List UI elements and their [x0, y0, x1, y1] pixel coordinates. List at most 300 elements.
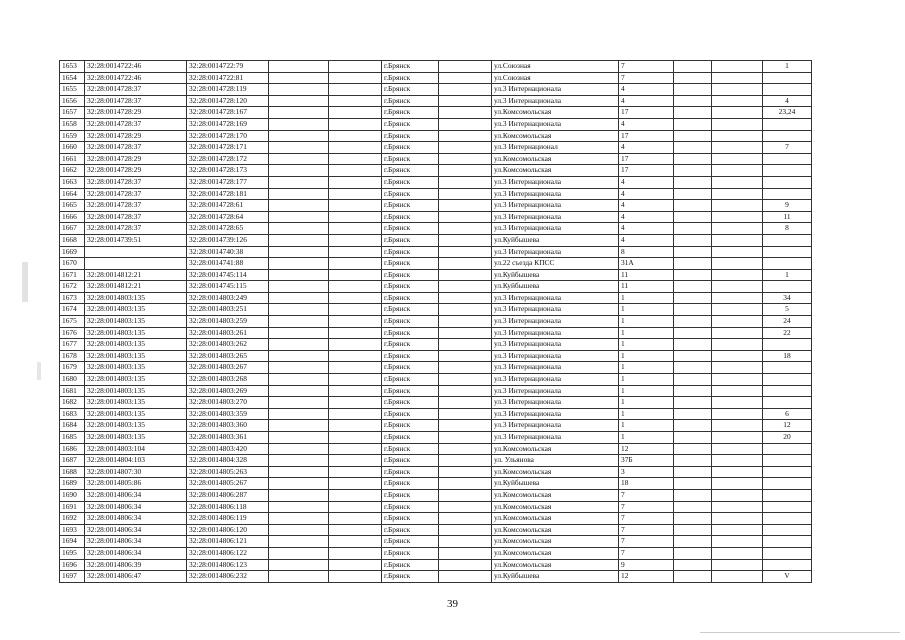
table-row	[60, 118, 812, 130]
table-row	[60, 188, 812, 200]
flat-number	[763, 130, 812, 142]
house-number: 7	[619, 547, 674, 559]
row-number: 1676	[60, 327, 85, 339]
street: ул.Комсомольская	[492, 501, 619, 513]
street: ул.Куйбышева	[492, 234, 619, 246]
empty-cell	[674, 176, 712, 188]
empty-cell	[674, 408, 712, 420]
table-row	[60, 559, 812, 571]
flat-number	[763, 455, 812, 467]
empty-cell	[439, 269, 492, 281]
row-number: 1690	[60, 489, 85, 501]
house-number: 1	[619, 292, 674, 304]
street: ул.Куйбышева	[492, 269, 619, 281]
table-row	[60, 292, 812, 304]
empty-cell	[329, 350, 382, 362]
empty-cell	[329, 501, 382, 513]
table-row	[60, 316, 812, 328]
empty-cell	[329, 513, 382, 525]
empty-cell	[269, 153, 329, 165]
empty-cell	[329, 385, 382, 397]
empty-cell	[269, 118, 329, 130]
city: г.Брянск	[382, 478, 439, 490]
house-number: 11	[619, 269, 674, 281]
empty-cell	[269, 466, 329, 478]
parent-cadastral-number: 32:28:0014803:135	[85, 292, 187, 304]
house-number: 7	[619, 501, 674, 513]
city: г.Брянск	[382, 84, 439, 96]
street: ул.3 Интернационала	[492, 84, 619, 96]
row-number: 1696	[60, 559, 85, 571]
flat-number: 34	[763, 292, 812, 304]
empty-cell	[269, 385, 329, 397]
house-number: 1	[619, 432, 674, 444]
street: ул.Комсомольская	[492, 466, 619, 478]
empty-cell	[269, 107, 329, 119]
city: г.Брянск	[382, 350, 439, 362]
empty-cell	[712, 246, 763, 258]
row-number: 1677	[60, 339, 85, 351]
parent-cadastral-number: 32:28:0014803:135	[85, 327, 187, 339]
cadastral-number: 32:28:0014728:65	[187, 223, 269, 235]
parent-cadastral-number: 32:28:0014728:37	[85, 223, 187, 235]
empty-cell	[674, 339, 712, 351]
city: г.Брянск	[382, 188, 439, 200]
empty-cell	[712, 397, 763, 409]
city: г.Брянск	[382, 385, 439, 397]
empty-cell	[439, 524, 492, 536]
row-number: 1688	[60, 466, 85, 478]
flat-number	[763, 72, 812, 84]
house-number: 1	[619, 408, 674, 420]
cadastral-number: 32:28:0014806:119	[187, 513, 269, 525]
city: г.Брянск	[382, 269, 439, 281]
table-row	[60, 489, 812, 501]
empty-cell	[674, 234, 712, 246]
row-number: 1662	[60, 165, 85, 177]
parent-cadastral-number: 32:28:0014803:135	[85, 316, 187, 328]
empty-cell	[674, 165, 712, 177]
empty-cell	[329, 339, 382, 351]
street: ул.Комсомольская	[492, 559, 619, 571]
house-number: 1	[619, 339, 674, 351]
parent-cadastral-number: 32:28:0014728:29	[85, 130, 187, 142]
empty-cell	[329, 211, 382, 223]
cadastral-number: 32:28:0014806:121	[187, 536, 269, 548]
parent-cadastral-number: 32:28:0014806:39	[85, 559, 187, 571]
table-row	[60, 350, 812, 362]
house-number: 7	[619, 72, 674, 84]
row-number: 1655	[60, 84, 85, 96]
empty-cell	[439, 350, 492, 362]
table-row	[60, 455, 812, 467]
empty-cell	[712, 84, 763, 96]
parent-cadastral-number: 32:28:0014812:21	[85, 269, 187, 281]
empty-cell	[674, 281, 712, 293]
empty-cell	[674, 188, 712, 200]
house-number: 1	[619, 385, 674, 397]
row-number: 1666	[60, 211, 85, 223]
row-number: 1675	[60, 316, 85, 328]
parent-cadastral-number: 32:28:0014728:37	[85, 118, 187, 130]
flat-number	[763, 234, 812, 246]
parent-cadastral-number: 32:28:0014728:29	[85, 165, 187, 177]
empty-cell	[329, 408, 382, 420]
flat-number: 7	[763, 142, 812, 154]
city: г.Брянск	[382, 258, 439, 270]
city: г.Брянск	[382, 176, 439, 188]
flat-number	[763, 385, 812, 397]
house-number: 1	[619, 304, 674, 316]
cadastral-number: 32:28:0014803:267	[187, 362, 269, 374]
city: г.Брянск	[382, 559, 439, 571]
empty-cell	[269, 513, 329, 525]
parent-cadastral-number: 32:28:0014803:135	[85, 408, 187, 420]
empty-cell	[439, 258, 492, 270]
flat-number	[763, 524, 812, 536]
parent-cadastral-number: 32:28:0014806:34	[85, 547, 187, 559]
parent-cadastral-number: 32:28:0014803:135	[85, 339, 187, 351]
cadastral-number: 32:28:0014803:269	[187, 385, 269, 397]
table-row	[60, 223, 812, 235]
scan-mark	[37, 362, 41, 380]
flat-number	[763, 188, 812, 200]
house-number: 1	[619, 350, 674, 362]
empty-cell	[329, 281, 382, 293]
parent-cadastral-number: 32:28:0014806:34	[85, 536, 187, 548]
street: ул.Комсомольская	[492, 107, 619, 119]
row-number: 1661	[60, 153, 85, 165]
street: ул.22 съезда КПСС	[492, 258, 619, 270]
empty-cell	[329, 455, 382, 467]
empty-cell	[674, 223, 712, 235]
parent-cadastral-number: 32:28:0014806:34	[85, 524, 187, 536]
house-number: 4	[619, 95, 674, 107]
empty-cell	[269, 374, 329, 386]
row-number: 1681	[60, 385, 85, 397]
empty-cell	[712, 165, 763, 177]
empty-cell	[674, 246, 712, 258]
flat-number	[763, 84, 812, 96]
empty-cell	[674, 547, 712, 559]
empty-cell	[439, 547, 492, 559]
empty-cell	[329, 188, 382, 200]
flat-number	[763, 362, 812, 374]
empty-cell	[439, 304, 492, 316]
street: ул.3 Интернационала	[492, 432, 619, 444]
street: ул.3 Интернационала	[492, 327, 619, 339]
house-number: 4	[619, 188, 674, 200]
empty-cell	[712, 292, 763, 304]
flat-number	[763, 374, 812, 386]
empty-cell	[674, 142, 712, 154]
empty-cell	[269, 420, 329, 432]
empty-cell	[439, 316, 492, 328]
empty-cell	[712, 339, 763, 351]
street: ул.Куйбышева	[492, 571, 619, 583]
empty-cell	[674, 61, 712, 73]
house-number: 4	[619, 118, 674, 130]
table-row	[60, 95, 812, 107]
empty-cell	[329, 95, 382, 107]
empty-cell	[269, 571, 329, 583]
empty-cell	[712, 547, 763, 559]
empty-cell	[439, 211, 492, 223]
empty-cell	[439, 200, 492, 212]
empty-cell	[439, 118, 492, 130]
empty-cell	[269, 200, 329, 212]
empty-cell	[329, 571, 382, 583]
empty-cell	[439, 443, 492, 455]
row-number: 1687	[60, 455, 85, 467]
empty-cell	[674, 571, 712, 583]
cadastral-number: 32:28:0014805:267	[187, 478, 269, 490]
flat-number: 1	[763, 269, 812, 281]
empty-cell	[674, 374, 712, 386]
empty-cell	[712, 350, 763, 362]
empty-cell	[674, 432, 712, 444]
flat-number: 9	[763, 200, 812, 212]
city: г.Брянск	[382, 443, 439, 455]
empty-cell	[712, 304, 763, 316]
flat-number: 22	[763, 327, 812, 339]
flat-number	[763, 165, 812, 177]
empty-cell	[269, 234, 329, 246]
city: г.Брянск	[382, 455, 439, 467]
empty-cell	[329, 165, 382, 177]
empty-cell	[712, 281, 763, 293]
row-number: 1691	[60, 501, 85, 513]
flat-number	[763, 536, 812, 548]
city: г.Брянск	[382, 374, 439, 386]
empty-cell	[269, 559, 329, 571]
row-number: 1667	[60, 223, 85, 235]
empty-cell	[712, 362, 763, 374]
cadastral-number: 32:28:0014803:360	[187, 420, 269, 432]
parent-cadastral-number: 32:28:0014728:29	[85, 107, 187, 119]
city: г.Брянск	[382, 95, 439, 107]
empty-cell	[269, 327, 329, 339]
row-number: 1678	[60, 350, 85, 362]
city: г.Брянск	[382, 571, 439, 583]
table-row	[60, 281, 812, 293]
empty-cell	[269, 61, 329, 73]
empty-cell	[712, 316, 763, 328]
empty-cell	[329, 223, 382, 235]
empty-cell	[329, 72, 382, 84]
empty-cell	[269, 455, 329, 467]
city: г.Брянск	[382, 513, 439, 525]
empty-cell	[329, 61, 382, 73]
empty-cell	[329, 304, 382, 316]
empty-cell	[269, 489, 329, 501]
flat-number: 24	[763, 316, 812, 328]
parent-cadastral-number: 32:28:0014728:37	[85, 142, 187, 154]
cadastral-number: 32:28:0014745:115	[187, 281, 269, 293]
empty-cell	[439, 223, 492, 235]
empty-cell	[269, 269, 329, 281]
empty-cell	[269, 443, 329, 455]
empty-cell	[439, 61, 492, 73]
house-number: 12	[619, 443, 674, 455]
empty-cell	[269, 176, 329, 188]
cadastral-number: 32:28:0014806:120	[187, 524, 269, 536]
flat-number	[763, 489, 812, 501]
street: ул.3 Интернационала	[492, 420, 619, 432]
city: г.Брянск	[382, 234, 439, 246]
house-number: 17	[619, 130, 674, 142]
table-row	[60, 513, 812, 525]
empty-cell	[712, 61, 763, 73]
table-row	[60, 153, 812, 165]
empty-cell	[439, 571, 492, 583]
empty-cell	[329, 536, 382, 548]
table-row	[60, 211, 812, 223]
empty-cell	[329, 269, 382, 281]
cadastral-number: 32:28:0014739:126	[187, 234, 269, 246]
street: ул.3 Интернационала	[492, 350, 619, 362]
parent-cadastral-number: 32:28:0014806:34	[85, 501, 187, 513]
empty-cell	[439, 165, 492, 177]
street: ул.Комсомольская	[492, 547, 619, 559]
flat-number	[763, 118, 812, 130]
empty-cell	[269, 316, 329, 328]
empty-cell	[674, 84, 712, 96]
empty-cell	[329, 84, 382, 96]
house-number: 17	[619, 107, 674, 119]
street: ул.3 Интернационала	[492, 397, 619, 409]
cadastral-number: 32:28:0014745:114	[187, 269, 269, 281]
table-row	[60, 571, 812, 583]
cadastral-number: 32:28:0014728:172	[187, 153, 269, 165]
row-number: 1670	[60, 258, 85, 270]
empty-cell	[712, 211, 763, 223]
empty-cell	[329, 107, 382, 119]
empty-cell	[674, 420, 712, 432]
city: г.Брянск	[382, 107, 439, 119]
city: г.Брянск	[382, 153, 439, 165]
city: г.Брянск	[382, 466, 439, 478]
empty-cell	[329, 443, 382, 455]
empty-cell	[269, 84, 329, 96]
flat-number: 11	[763, 211, 812, 223]
parent-cadastral-number: 32:28:0014812:21	[85, 281, 187, 293]
empty-cell	[439, 455, 492, 467]
street: ул.Комсомольская	[492, 536, 619, 548]
street: ул.Союзная	[492, 61, 619, 73]
city: г.Брянск	[382, 408, 439, 420]
row-number: 1685	[60, 432, 85, 444]
empty-cell	[439, 107, 492, 119]
empty-cell	[439, 397, 492, 409]
parent-cadastral-number: 32:28:0014728:37	[85, 211, 187, 223]
table-row	[60, 397, 812, 409]
city: г.Брянск	[382, 339, 439, 351]
flat-number: 5	[763, 304, 812, 316]
empty-cell	[674, 258, 712, 270]
street: ул.3 Интернационала	[492, 95, 619, 107]
empty-cell	[674, 385, 712, 397]
empty-cell	[329, 292, 382, 304]
empty-cell	[674, 501, 712, 513]
scan-mark	[700, 632, 900, 633]
empty-cell	[439, 466, 492, 478]
street: ул.3 Интернационала	[492, 304, 619, 316]
empty-cell	[269, 258, 329, 270]
empty-cell	[712, 489, 763, 501]
street: ул.Комсомольская	[492, 443, 619, 455]
empty-cell	[329, 234, 382, 246]
street: ул.3 Интернационала	[492, 223, 619, 235]
empty-cell	[439, 142, 492, 154]
row-number: 1684	[60, 420, 85, 432]
city: г.Брянск	[382, 165, 439, 177]
empty-cell	[712, 374, 763, 386]
street: ул.3 Интернационала	[492, 188, 619, 200]
empty-cell	[712, 176, 763, 188]
property-register-table	[59, 60, 812, 583]
flat-number	[763, 513, 812, 525]
flat-number	[763, 547, 812, 559]
house-number: 8	[619, 246, 674, 258]
empty-cell	[674, 455, 712, 467]
empty-cell	[269, 536, 329, 548]
street: ул.3 Интернационала	[492, 246, 619, 258]
cadastral-number: 32:28:0014803:270	[187, 397, 269, 409]
empty-cell	[269, 304, 329, 316]
empty-cell	[329, 374, 382, 386]
row-number: 1668	[60, 234, 85, 246]
row-number: 1654	[60, 72, 85, 84]
empty-cell	[269, 524, 329, 536]
parent-cadastral-number	[85, 246, 187, 258]
cadastral-number: 32:28:0014803:261	[187, 327, 269, 339]
flat-number: 23,24	[763, 107, 812, 119]
table-row	[60, 234, 812, 246]
house-number: 18	[619, 478, 674, 490]
empty-cell	[439, 374, 492, 386]
table-row	[60, 72, 812, 84]
empty-cell	[269, 478, 329, 490]
empty-cell	[269, 130, 329, 142]
empty-cell	[439, 339, 492, 351]
street: ул.Комсомольская	[492, 524, 619, 536]
city: г.Брянск	[382, 432, 439, 444]
row-number: 1663	[60, 176, 85, 188]
flat-number	[763, 153, 812, 165]
house-number: 7	[619, 61, 674, 73]
empty-cell	[674, 443, 712, 455]
street: ул.3 Интернационала	[492, 176, 619, 188]
table-row	[60, 339, 812, 351]
parent-cadastral-number: 32:28:0014803:135	[85, 362, 187, 374]
empty-cell	[674, 269, 712, 281]
empty-cell	[329, 420, 382, 432]
empty-cell	[439, 536, 492, 548]
empty-cell	[712, 269, 763, 281]
city: г.Брянск	[382, 281, 439, 293]
flat-number: 4	[763, 95, 812, 107]
cadastral-number: 32:28:0014803:420	[187, 443, 269, 455]
empty-cell	[269, 432, 329, 444]
empty-cell	[439, 72, 492, 84]
flat-number	[763, 466, 812, 478]
street: ул.3 Интернационала	[492, 211, 619, 223]
cadastral-number: 32:28:0014803:265	[187, 350, 269, 362]
empty-cell	[269, 339, 329, 351]
parent-cadastral-number	[85, 258, 187, 270]
empty-cell	[439, 432, 492, 444]
